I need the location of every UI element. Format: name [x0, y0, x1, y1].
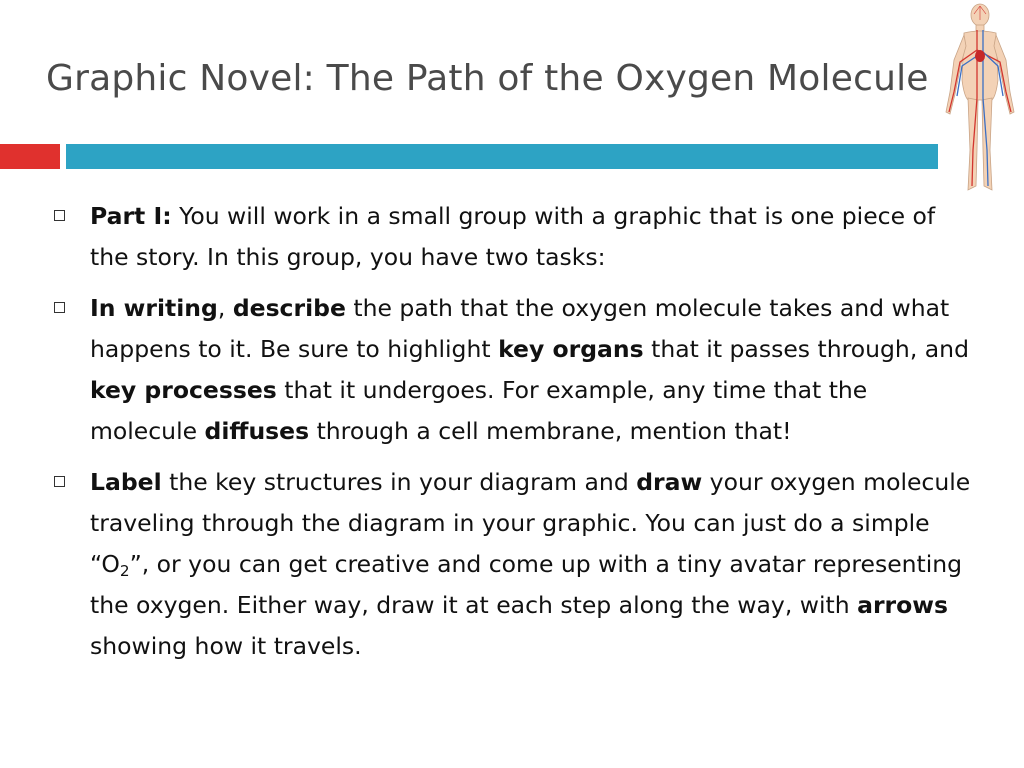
- bullet-text: through a cell membrane, mention that!: [309, 417, 792, 445]
- title-accent-bar-red: [0, 144, 60, 169]
- bold-phrase: key processes: [90, 376, 277, 404]
- square-bullet-icon: [54, 476, 65, 487]
- bullet-text: that it undergoes. For example, any time that the molecule: [90, 376, 868, 445]
- bold-phrase: diffuses: [204, 417, 310, 445]
- bold-phrase: Label: [90, 468, 162, 496]
- bold-phrase: describe: [232, 294, 346, 322]
- bullet-text: ,: [217, 294, 233, 322]
- bullet-item: [54, 196, 974, 278]
- bullet-text: showing how it travels.: [90, 632, 362, 660]
- bold-phrase: key organs: [498, 335, 644, 363]
- square-bullet-icon: [54, 302, 65, 313]
- bullet-text: You will work in a small group with a graphic that is one piece of the story. In this group, you have two tasks:: [90, 202, 936, 271]
- bold-phrase: draw: [636, 468, 703, 496]
- slide-title: Graphic Novel: The Path of the Oxygen Molecule: [46, 58, 929, 99]
- bullet-text: the path that the oxygen molecule takes and what happens to it. Be sure to highlight: [90, 294, 950, 363]
- bold-phrase: In writing: [90, 294, 218, 322]
- bullet-text: your oxygen molecule traveling through the diagram in your graphic. You can just do a simple “O: [90, 468, 971, 578]
- bold-phrase: arrows: [857, 591, 948, 619]
- bullet-item: [54, 462, 974, 667]
- subscript: 2: [119, 561, 130, 580]
- bullet-text: that it passes through, and: [643, 335, 969, 363]
- bullet-text: ”, or you can get creative and come up with a tiny avatar representing the oxygen. Either way, draw it at each step along the way, with: [90, 550, 963, 619]
- title-accent-bar-blue: [66, 144, 938, 169]
- bullet-item: [54, 288, 974, 452]
- bullet-list: [54, 196, 974, 677]
- bold-phrase: Part I:: [90, 202, 172, 230]
- bullet-text: the key structures in your diagram and: [161, 468, 637, 496]
- human-circulatory-system-icon: [940, 0, 1020, 196]
- square-bullet-icon: [54, 210, 65, 221]
